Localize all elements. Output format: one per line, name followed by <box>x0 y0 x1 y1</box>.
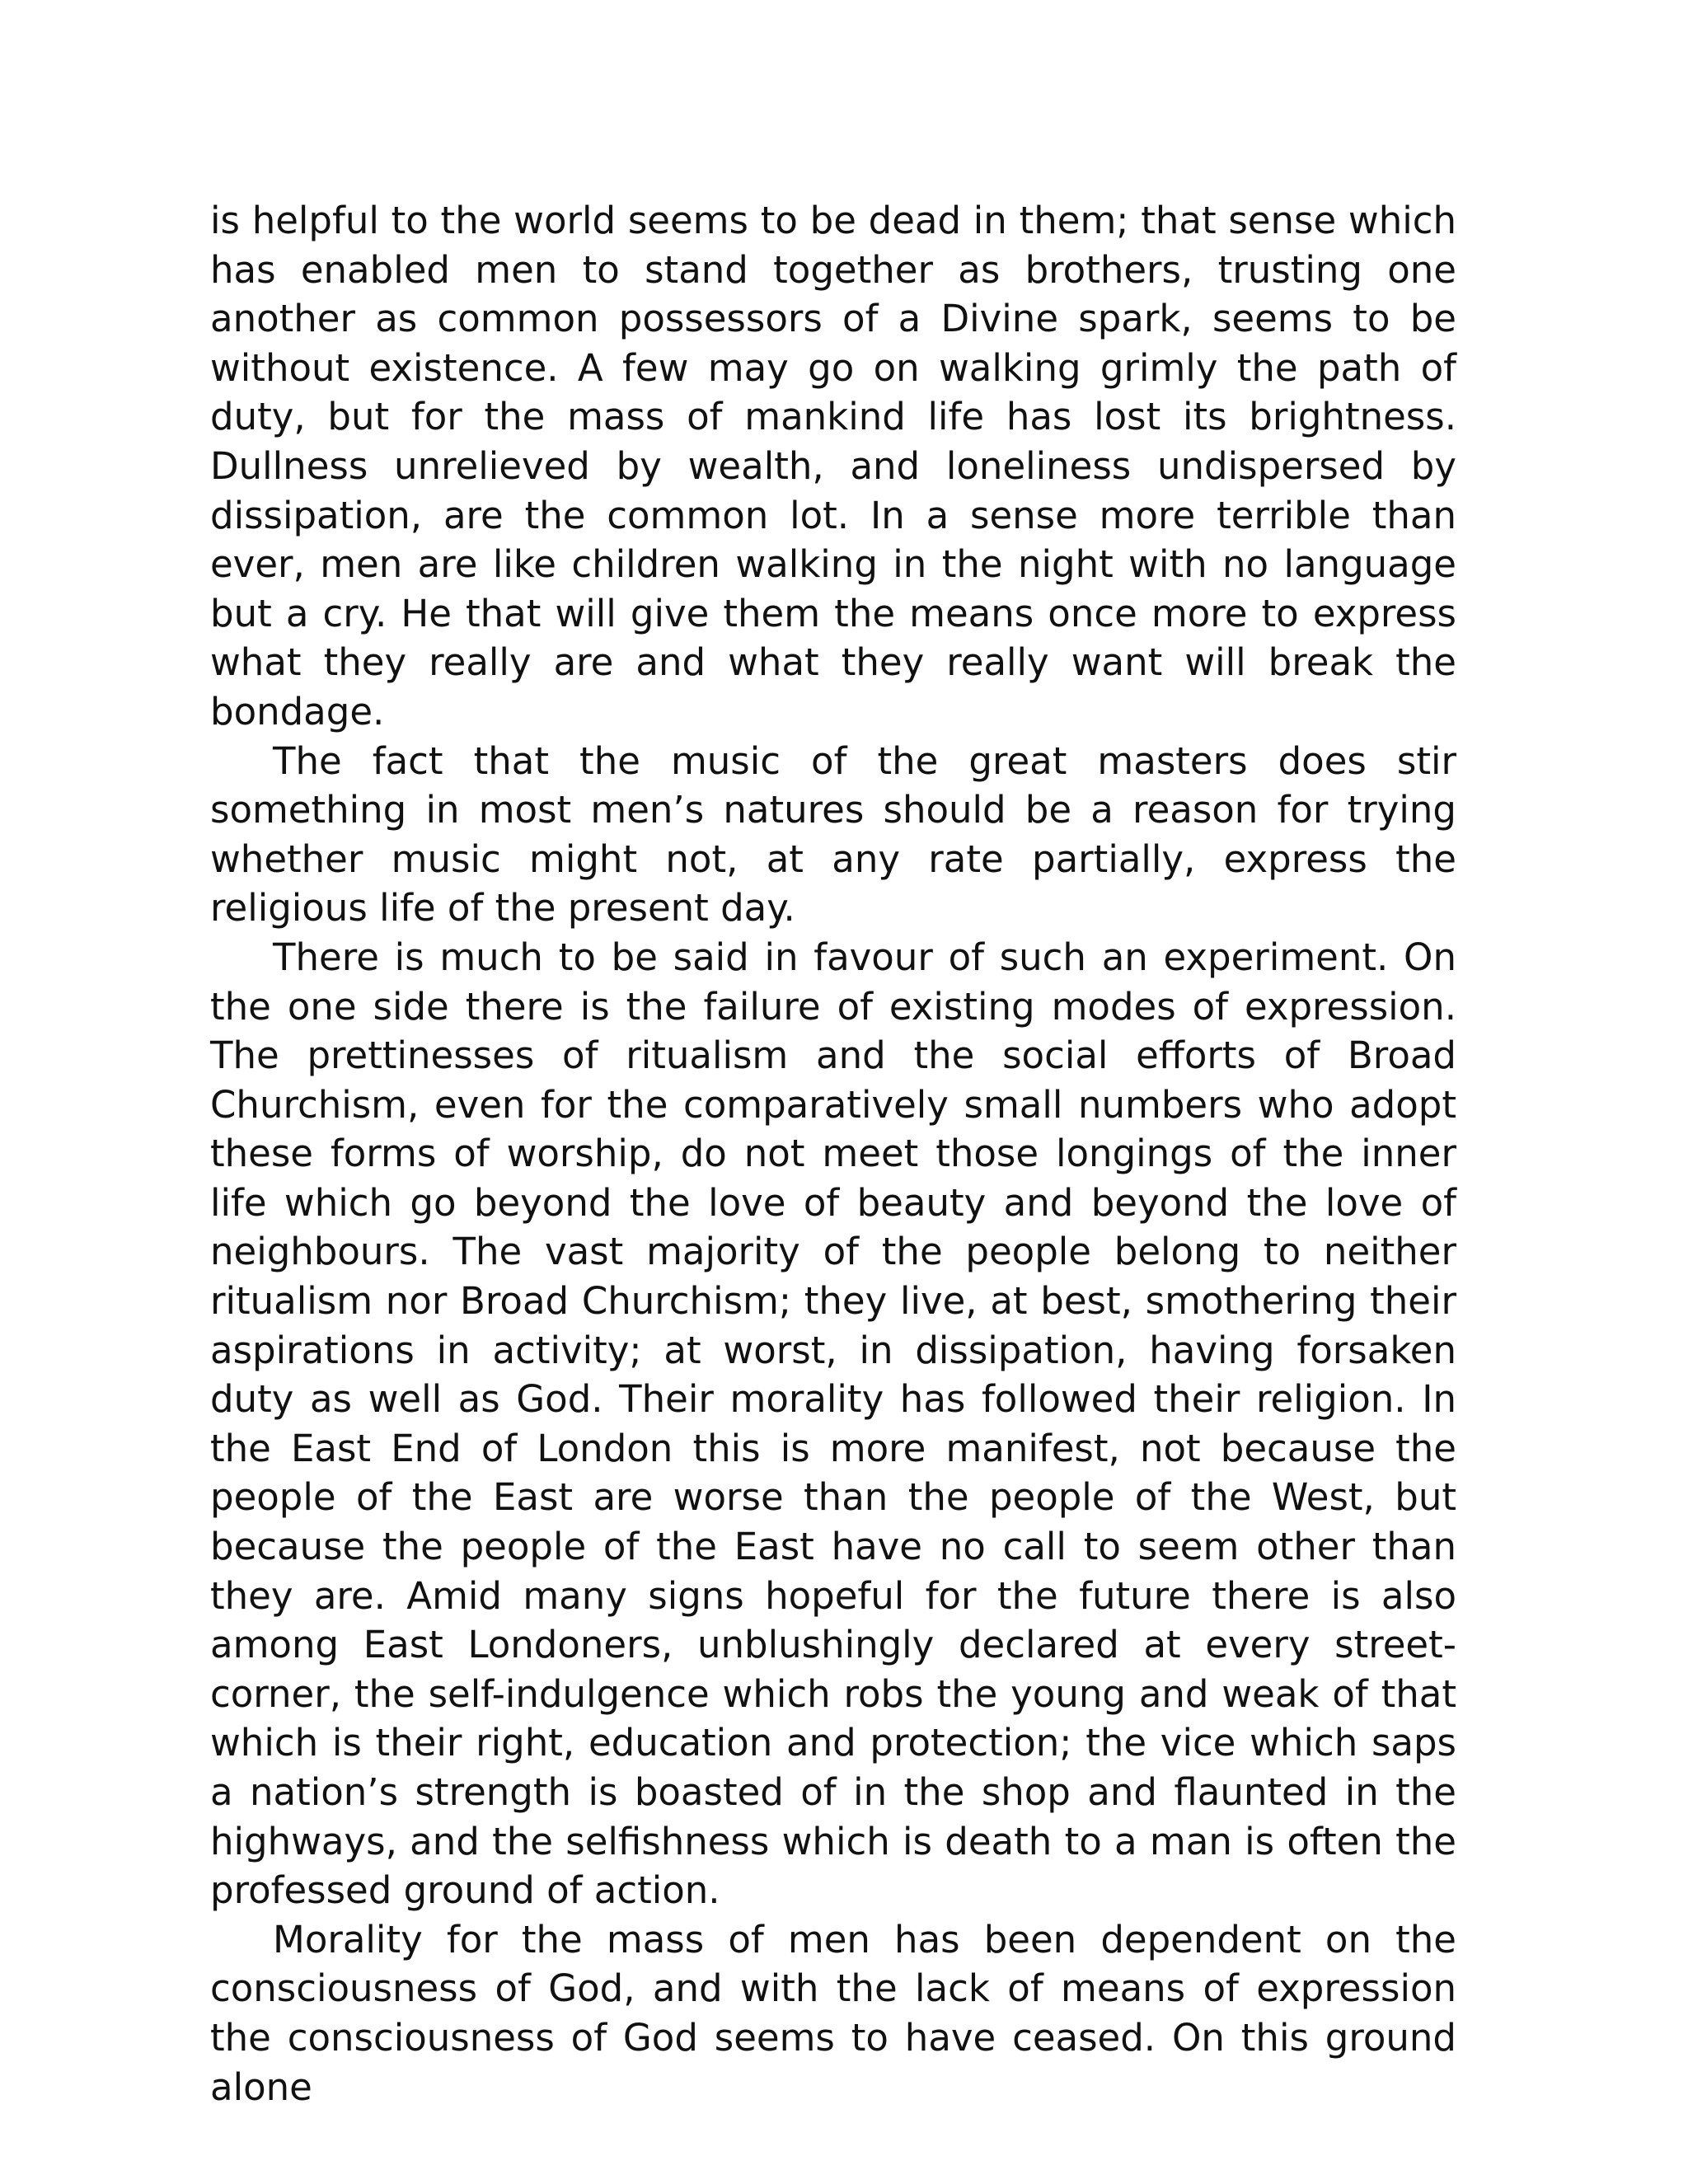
paragraph-continuation: is helpful to the world seems to be dead in them; that sense which has enabled men to stand together as brothers, trusting one another as common possessors of a Divine spark, seems to be without existence. A few may go on walking grimly the path of duty, but for the mass of mankind life has lost its brightness. Dullness unrelieved by wealth, and loneliness undispersed by dissipation, are the common lot. In a sense more terrible than ever, men are like children walking in the night with no language but a cry. He that will give them the means once more to express what they really are and what they really want will break the bondage. <box>210 199 1456 733</box>
paragraph-experiment: There is much to be said in favour of such an experiment. On the one side there is the failure of existing modes of expression. The prettinesses of ritualism and the social efforts of Broad Churchism, even for the comparatively small numbers who adopt these forms of worship, do not meet those longings of the inner life which go beyond the love of beauty and beyond the love of neighbours. The vast majority of the people belong to neither ritualism nor Broad Churchism; they live, at best, smothering their aspirations in activity; at worst, in dissipation, having forsaken duty as well as God. Their morality has followed their religion. In the East End of London this is more manifest, not because the people of the East are worse than the people of the West, but because the people of the East have no call to seem other than they are. Amid many signs hopeful for the future there is also among East Londoners, unblushingly declared at every street-corner, the self-indulgence which robs the young and weak of that which is their right, education and protection; the vice which saps a nation’s strength is boasted of in the shop and flaunted in the highways, and the selfishness which is death to a man is often the professed ground of action. <box>210 935 1456 1913</box>
body-text <box>210 196 1456 2111</box>
paragraph-morality: Morality for the mass of men has been dependent on the consciousness of God, and with the lack of means of expression the consciousness of God seems to have ceased. On this ground alone <box>210 1917 1456 2109</box>
paragraph-music-masters: The fact that the music of the great masters does stir something in most men’s natures should be a reason for trying whether music might not, at any rate partially, express the religious life of the present day. <box>210 738 1456 930</box>
